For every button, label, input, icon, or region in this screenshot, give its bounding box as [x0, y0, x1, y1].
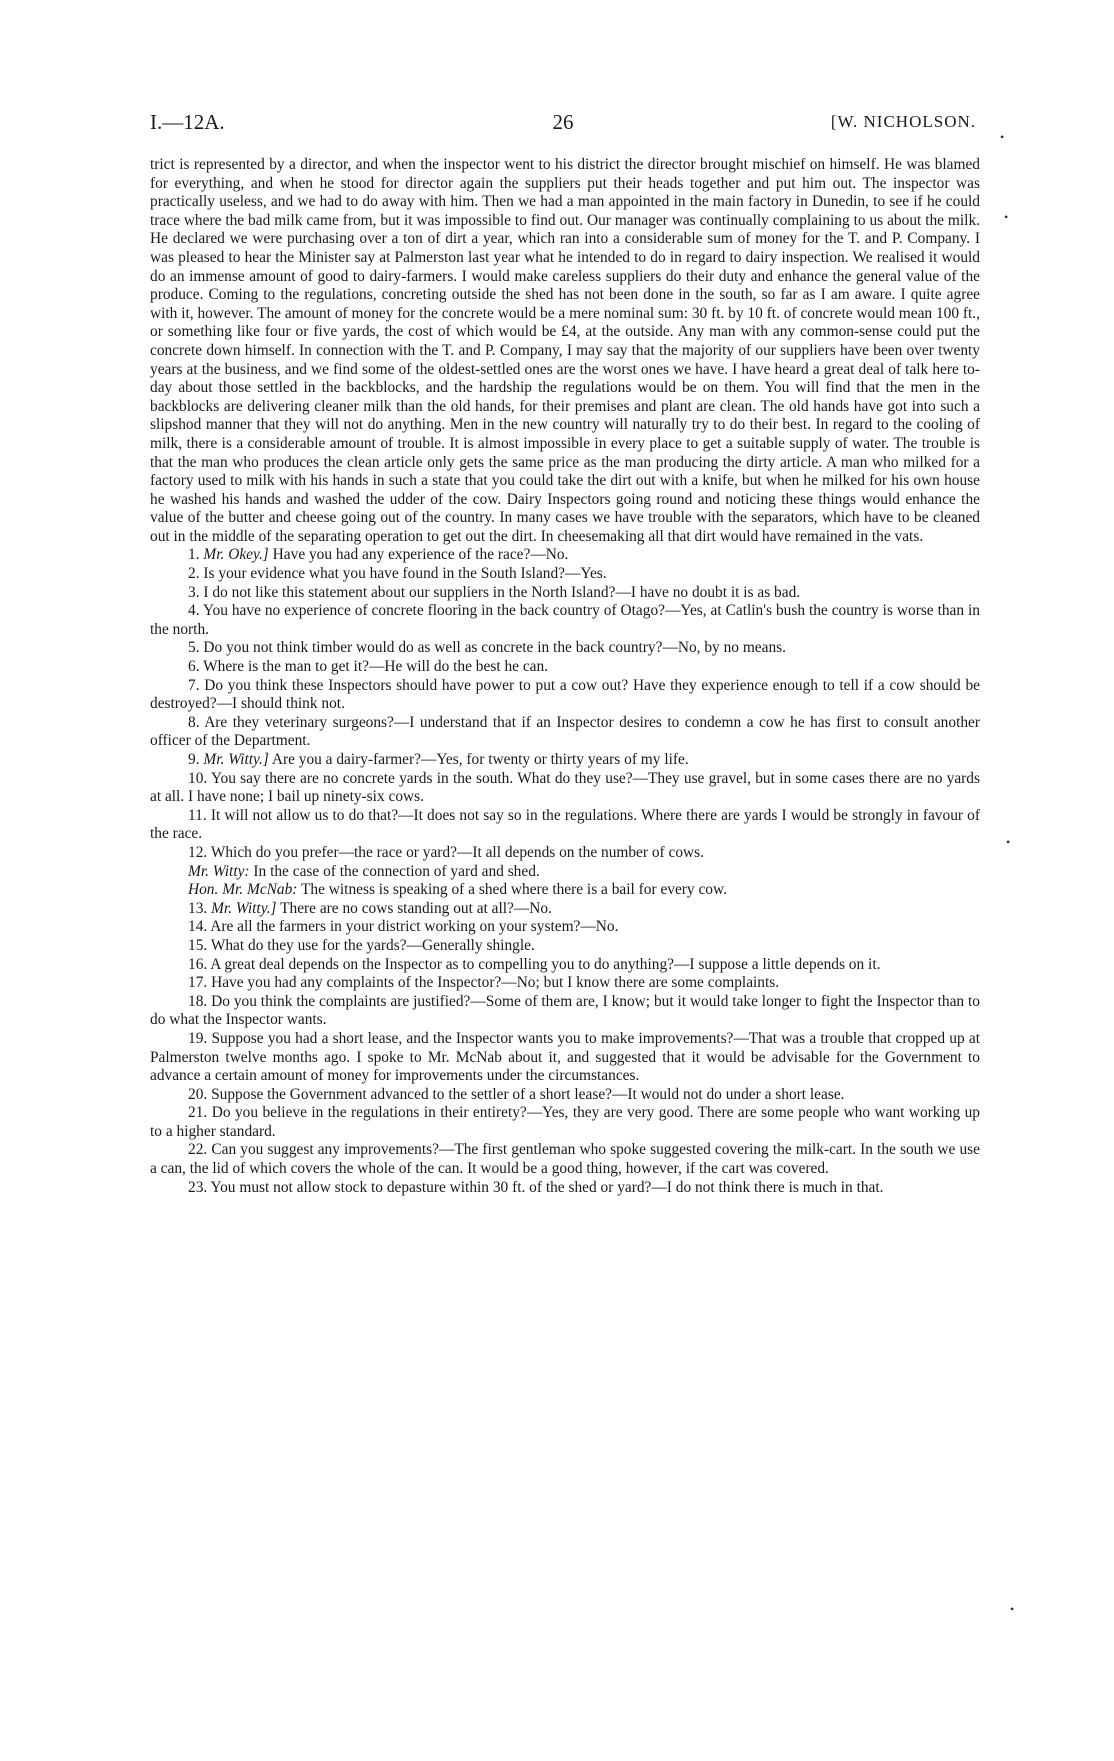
paragraph-text: There are no cows standing out at all?—No. — [280, 899, 552, 917]
paragraph-text: Where is the man to get it?—He will do the best he can. — [203, 658, 549, 676]
question-number: 19. — [188, 1029, 208, 1047]
document-reference: I.—12A. — [150, 110, 225, 134]
question-paragraph — [150, 918, 980, 937]
speaker-name: Mr. Witty.] — [203, 751, 269, 768]
question-paragraph — [150, 1030, 980, 1086]
question-paragraph — [150, 770, 980, 807]
question-paragraph — [150, 844, 980, 863]
question-number: 12. — [188, 843, 208, 861]
paragraph-text: It will not allow us to do that?—It does not say so in the regulations. Where there are yards I would be strongly in favour of the race. — [150, 806, 980, 843]
question-paragraph — [150, 974, 980, 993]
question-number: 4. — [188, 602, 200, 620]
question-paragraph — [150, 639, 980, 658]
question-number: 6. — [188, 658, 200, 676]
question-number: 17. — [188, 974, 208, 992]
question-number: 22. — [188, 1141, 208, 1159]
margin-mark: • — [1000, 130, 1005, 144]
question-number: 1. — [188, 546, 200, 564]
question-number: 7. — [188, 676, 200, 694]
paragraph-text: What do they use for the yards?—Generally shingle. — [210, 936, 535, 954]
question-number: 14. — [188, 918, 208, 936]
paragraph-text: You must not allow stock to depasture within 30 ft. of the shed or yard?—I do not think there is much in that. — [210, 1178, 884, 1196]
paragraph-text: Have you had any experience of the race?—No. — [272, 546, 569, 564]
witness-name: [W. NICHOLSON. — [830, 112, 976, 131]
question-paragraph — [150, 1141, 980, 1178]
page-header — [150, 110, 976, 136]
paragraph-text: trict is represented by a director, and when the inspector went to his district the director brought mischief on himself. He was blamed for everything, and when he stood for director again the suppliers put their heads together and put him out. The inspector was practically useless, and we had to do away with him. Then we had a man appointed in the main factory in Dunedin, to see if he could trace where the bad milk came from, but it was impossible to find out. Our manager was continually complaining to us about the milk. He declared we were purchasing over a ton of dirt a year, which ran into a considerable sum of money for the T. and P. Company. I was pleased to hear the Minister say at Palmerston last year what he intended to do in regard to dairy inspection. We realised it would do an immense amount of good to dairy-farmers. I would make careless suppliers do their duty and enhance the general value of the produce. Coming to the regulations, concreting outside the shed has not been done in the south, so far as I am aware. I quite agree with it, however. The amount of money for the concrete would be a mere nominal sum: 30 ft. by 10 ft. of concrete would mean 100 ft., or something like four or five yards, the cost of which would be £4, at the outside. Any man with any common-sense could put the concrete down himself. In connection with the T. and P. Company, I may say that the majority of our suppliers have been over twenty years at the business, and we find some of the oldest-settled ones are the worst ones we have. I have heard a great deal of talk here to-day about those settled in the backblocks, and the hardship the regulations would be on them. You will find that the men in the backblocks are delivering cleaner milk than the old hands, for their premises and plant are clean. The old hands have got into such a slipshod manner that they will not do anything. Men in the new country will naturally try to do their best. In regard to the cooling of milk, there is a considerable amount of trouble. It is almost impossible in every place to get a suitable supply of water. The trouble is that the man who produces the clean article only gets the same price as the man producing the dirty article. A man who milked for a factory used to milk with his hands in such a state that you could take the dirt out with a knife, but when he milked for his own house he washed his hands and washed the udder of the cow. Dairy Inspectors going round and noticing these things would enhance the value of the butter and cheese going out of the country. In many cases we have trouble with the separators, which have to be cleaned out in the middle of the separating operation to get out the dirt. In cheesemaking all that dirt would have remained in the vats. — [150, 156, 980, 545]
paragraph-text: Can you suggest any improvements?—The first gentleman who spoke suggested covering the milk-cart. In the south we use a can, the lid of which covers the whole of the can. It would be a good thing, however, if the cart was covered. — [150, 1141, 980, 1178]
question-paragraph — [150, 993, 980, 1030]
question-paragraph — [150, 714, 980, 751]
question-number: 8. — [188, 713, 200, 731]
speaker-name: Mr. Witty.] — [211, 899, 277, 917]
margin-mark: • — [1010, 1602, 1015, 1616]
paragraph-text: I do not like this statement about our suppliers in the North Island?—I have no doubt it is as bad. — [203, 583, 801, 601]
question-number: 9. — [188, 751, 200, 768]
paragraph-text: You say there are no concrete yards in the south. What do they use?—They use gravel, but in some cases there are no yards at all. I have none; I bail up ninety-six cows. — [150, 769, 980, 806]
question-number: 23. — [188, 1178, 208, 1196]
page-number: 26 — [552, 110, 574, 134]
question-paragraph — [150, 807, 980, 844]
paragraph-text: Are they veterinary surgeons?—I understand that if an Inspector desires to condemn a cow he has first to consult another officer of the Department. — [150, 713, 980, 750]
question-number: 21. — [188, 1104, 208, 1122]
question-paragraph — [150, 900, 980, 919]
paragraph-text: Have you had any complaints of the Inspector?—No; but I know there are some complaints. — [211, 974, 780, 992]
paragraph-text: You have no experience of concrete flooring in the back country of Otago?—Yes, at Catlin's bush the country is worse than in the north. — [150, 602, 981, 638]
paragraph-text: Do you think the complaints are justified?—Some of them are, I know; but it would take longer to fight the Inspector than to do what the Inspector wants. — [150, 992, 980, 1029]
document-body — [150, 156, 980, 1197]
paragraph-text: Are all the farmers in your district working on your system?—No. — [210, 918, 619, 936]
speaker-name: Mr. Witty: — [188, 862, 250, 880]
question-paragraph — [150, 658, 980, 677]
question-number: 3. — [188, 583, 200, 601]
paragraph-text: Are you a dairy-farmer?—Yes, for twenty or thirty years of my life. — [271, 751, 689, 768]
question-number: 11. — [188, 806, 207, 824]
paragraph-text: The witness is speaking of a shed where there is a bail for every cow. — [301, 881, 727, 899]
question-paragraph — [150, 881, 980, 900]
question-number: 10. — [188, 769, 208, 787]
paragraph-text: Do you think these Inspectors should have power to put a cow out? Have they experience enough to tell if a cow should be destroyed?—I should think not. — [150, 676, 980, 713]
question-paragraph — [150, 677, 980, 714]
question-paragraph — [150, 546, 980, 565]
paragraph-text: Which do you prefer—the race or yard?—It all depends on the number of cows. — [210, 843, 705, 861]
question-paragraph — [150, 937, 980, 956]
paragraph-text: Do you believe in the regulations in their entirety?—Yes, they are very good. There are some people who want working up to a higher standard. — [150, 1104, 980, 1140]
question-number: 18. — [188, 992, 208, 1010]
question-number: 2. — [188, 565, 200, 583]
question-number: 15. — [188, 936, 208, 954]
speaker-name: Hon. Mr. McNab: — [188, 881, 298, 899]
question-paragraph — [150, 1179, 980, 1198]
paragraph-text: A great deal depends on the Inspector as to compelling you to do anything?—I suppose a little depends on it. — [210, 955, 881, 973]
question-number: 20. — [188, 1085, 208, 1103]
paragraph-text: Is your evidence what you have found in the South Island?—Yes. — [203, 565, 607, 583]
question-paragraph — [150, 565, 980, 584]
question-paragraph — [150, 1104, 980, 1141]
question-paragraph — [150, 1086, 980, 1105]
paragraph-text: Suppose you had a short lease, and the Inspector wants you to make improvements?—That was a trouble that cropped up at Palmerston twelve months ago. I spoke to Mr. McNab about it, and suggested that it would be advisable for the Government to advance a certain amount of money for improvements under the circumstances. — [150, 1029, 980, 1085]
evidence-paragraph — [150, 156, 980, 546]
paragraph-text: Suppose the Government advanced to the settler of a short lease?—It would not do under a short lease. — [211, 1085, 845, 1103]
question-paragraph — [150, 751, 980, 770]
margin-mark: • — [1006, 835, 1011, 849]
question-paragraph — [150, 956, 980, 975]
question-paragraph — [150, 602, 980, 639]
question-number: 5. — [188, 639, 200, 657]
margin-mark: • — [1004, 210, 1009, 224]
paragraph-text: Do you not think timber would do as well as concrete in the back country?—No, by no means. — [203, 639, 786, 657]
question-paragraph — [150, 584, 980, 603]
paragraph-text: In the case of the connection of yard and shed. — [253, 862, 540, 880]
question-number: 16. — [188, 955, 208, 973]
question-paragraph — [150, 863, 980, 882]
speaker-name: Mr. Okey.] — [203, 546, 269, 564]
question-number: 13. — [188, 899, 208, 917]
